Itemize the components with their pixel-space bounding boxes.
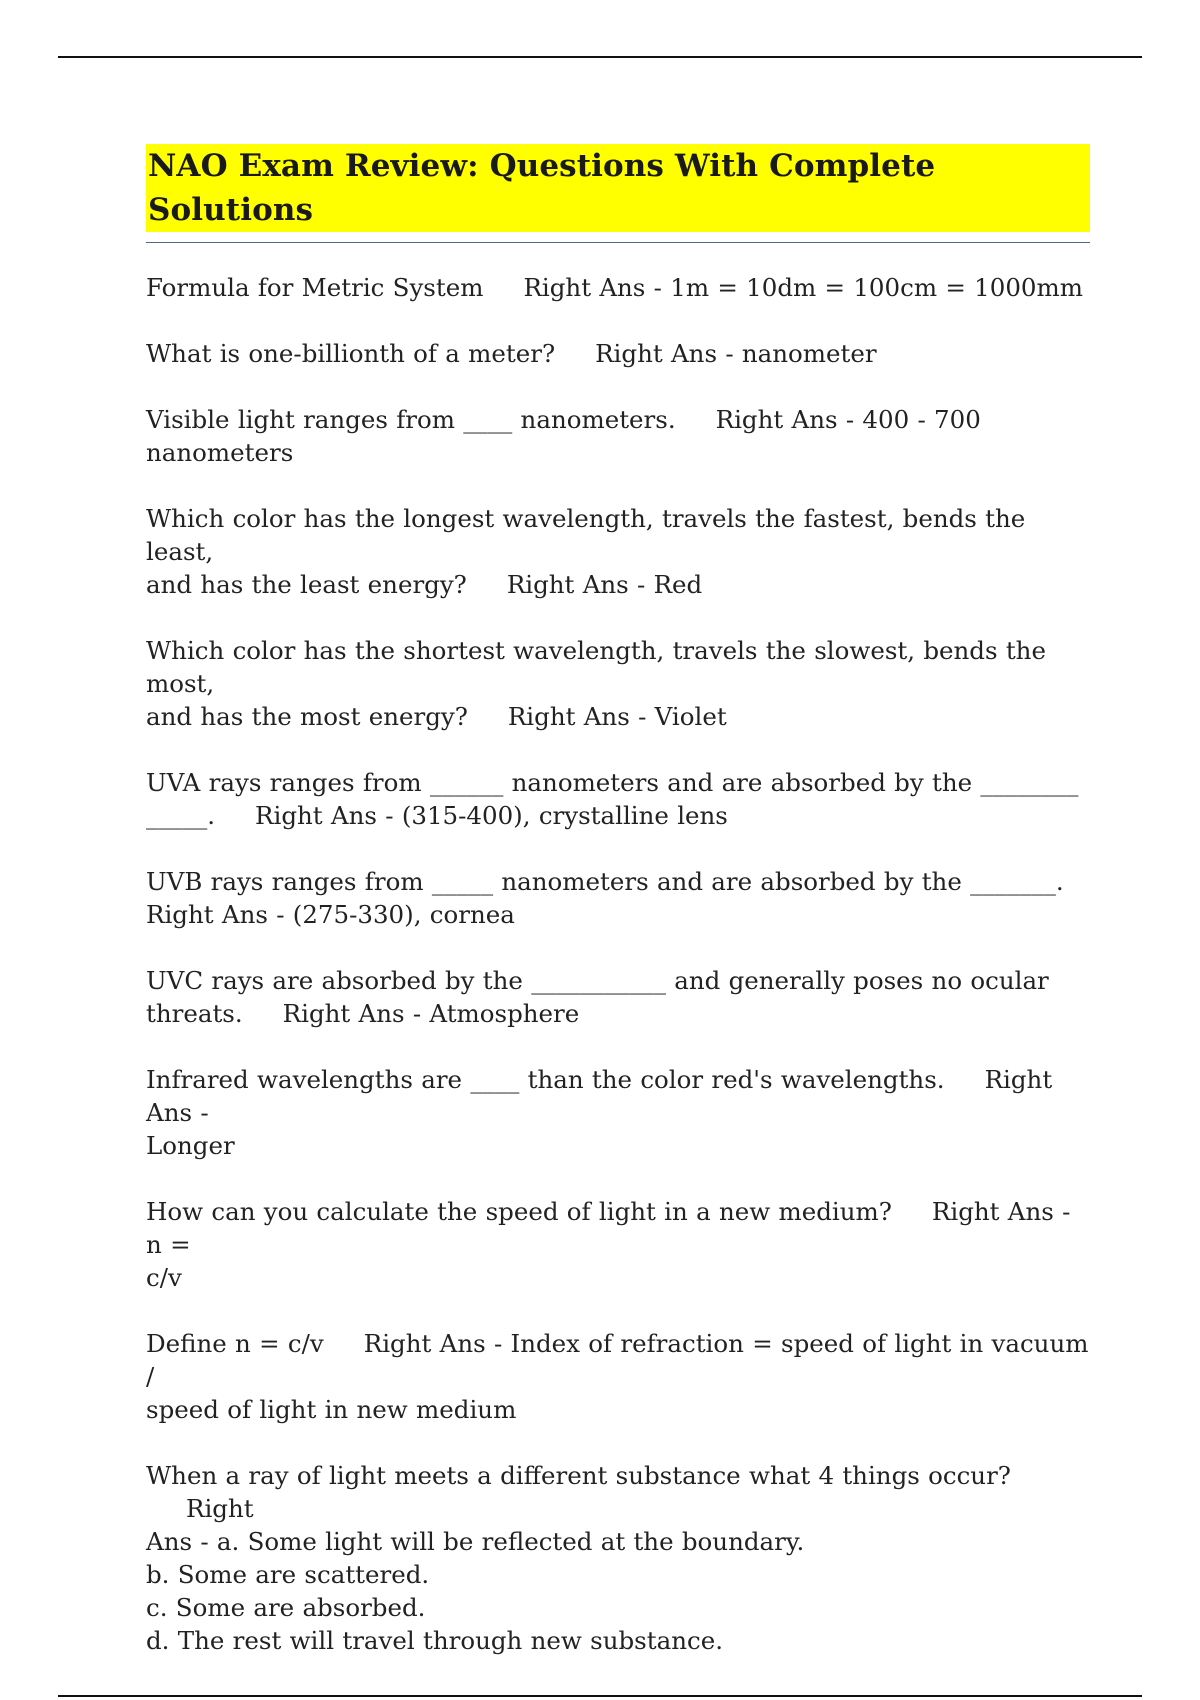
question: When a ray of light meets a different substance what 4 things occur? bbox=[146, 1461, 1011, 1490]
answer-continued: d. The rest will travel through new substance. bbox=[146, 1626, 723, 1655]
question: What is one-billionth of a meter? bbox=[146, 339, 556, 368]
answer: Right Ans - bbox=[146, 1065, 1053, 1127]
question-continued: and has the most energy? bbox=[146, 702, 468, 731]
answer-continued: speed of light in new medium bbox=[146, 1395, 517, 1424]
qa-item bbox=[146, 766, 1090, 832]
qa-item bbox=[146, 337, 1090, 370]
qa-item bbox=[146, 502, 1090, 601]
answer-continued: b. Some are scattered. bbox=[146, 1560, 430, 1589]
qa-item bbox=[146, 1459, 1090, 1657]
question: Formula for Metric System bbox=[146, 273, 484, 302]
answer: Right bbox=[186, 1494, 254, 1523]
answer: Right Ans - 400 - 700 bbox=[715, 405, 981, 434]
answer-continued: Longer bbox=[146, 1131, 235, 1160]
qa-item bbox=[146, 1063, 1090, 1162]
question: Which color has the longest wavelength, travels the fastest, bends the least, bbox=[146, 504, 1026, 566]
answer: Right Ans - 1m = 10dm = 100cm = 1000mm bbox=[523, 273, 1083, 302]
answer: Right Ans - Violet bbox=[507, 702, 727, 731]
qa-item bbox=[146, 865, 1090, 931]
answer: Right Ans - (275-330), cornea bbox=[146, 900, 515, 929]
question: Visible light ranges from ____ nanometers. bbox=[146, 405, 676, 434]
question: Infrared wavelengths are ____ than the color red's wavelengths. bbox=[146, 1065, 945, 1094]
document-body bbox=[146, 144, 1090, 1690]
answer: Right Ans - n = bbox=[146, 1197, 1071, 1259]
answer-continued: c. Some are absorbed. bbox=[146, 1593, 426, 1622]
question-continued: and has the least energy? bbox=[146, 570, 467, 599]
question: How can you calculate the speed of light in a new medium? bbox=[146, 1197, 892, 1226]
qa-item bbox=[146, 271, 1090, 304]
answer: Right Ans - Index of refraction = speed of light in vacuum / bbox=[146, 1329, 1089, 1391]
question: Define n = c/v bbox=[146, 1329, 324, 1358]
question: UVA rays ranges from ______ nanometers and are absorbed by the ________ bbox=[146, 768, 1079, 797]
answer: Right Ans - nanometer bbox=[595, 339, 877, 368]
question: UVB rays ranges from _____ nanometers and are absorbed by the _______. bbox=[146, 867, 1064, 896]
answer: Right Ans - Atmosphere bbox=[282, 999, 580, 1028]
qa-item bbox=[146, 964, 1090, 1030]
answer-continued: Ans - a. Some light will be reflected at the boundary. bbox=[146, 1527, 805, 1556]
question: UVC rays are absorbed by the ___________ and generally poses no ocular bbox=[146, 966, 1049, 995]
qa-item bbox=[146, 634, 1090, 733]
answer-continued: c/v bbox=[146, 1263, 182, 1292]
qa-item bbox=[146, 1327, 1090, 1426]
header-rule bbox=[58, 56, 1142, 58]
question-continued: _____. bbox=[146, 801, 216, 830]
question-continued: threats. bbox=[146, 999, 243, 1028]
footer-rule bbox=[58, 1695, 1142, 1697]
question: Which color has the shortest wavelength, travels the slowest, bends the most, bbox=[146, 636, 1046, 698]
answer: Right Ans - Red bbox=[506, 570, 703, 599]
page-title: NAO Exam Review: Questions With Complete Solutions bbox=[146, 144, 1090, 232]
answer-continued: nanometers bbox=[146, 438, 294, 467]
title-block bbox=[146, 144, 1090, 243]
qa-item bbox=[146, 403, 1090, 469]
answer: Right Ans - (315-400), crystalline lens bbox=[255, 801, 728, 830]
qa-item bbox=[146, 1195, 1090, 1294]
